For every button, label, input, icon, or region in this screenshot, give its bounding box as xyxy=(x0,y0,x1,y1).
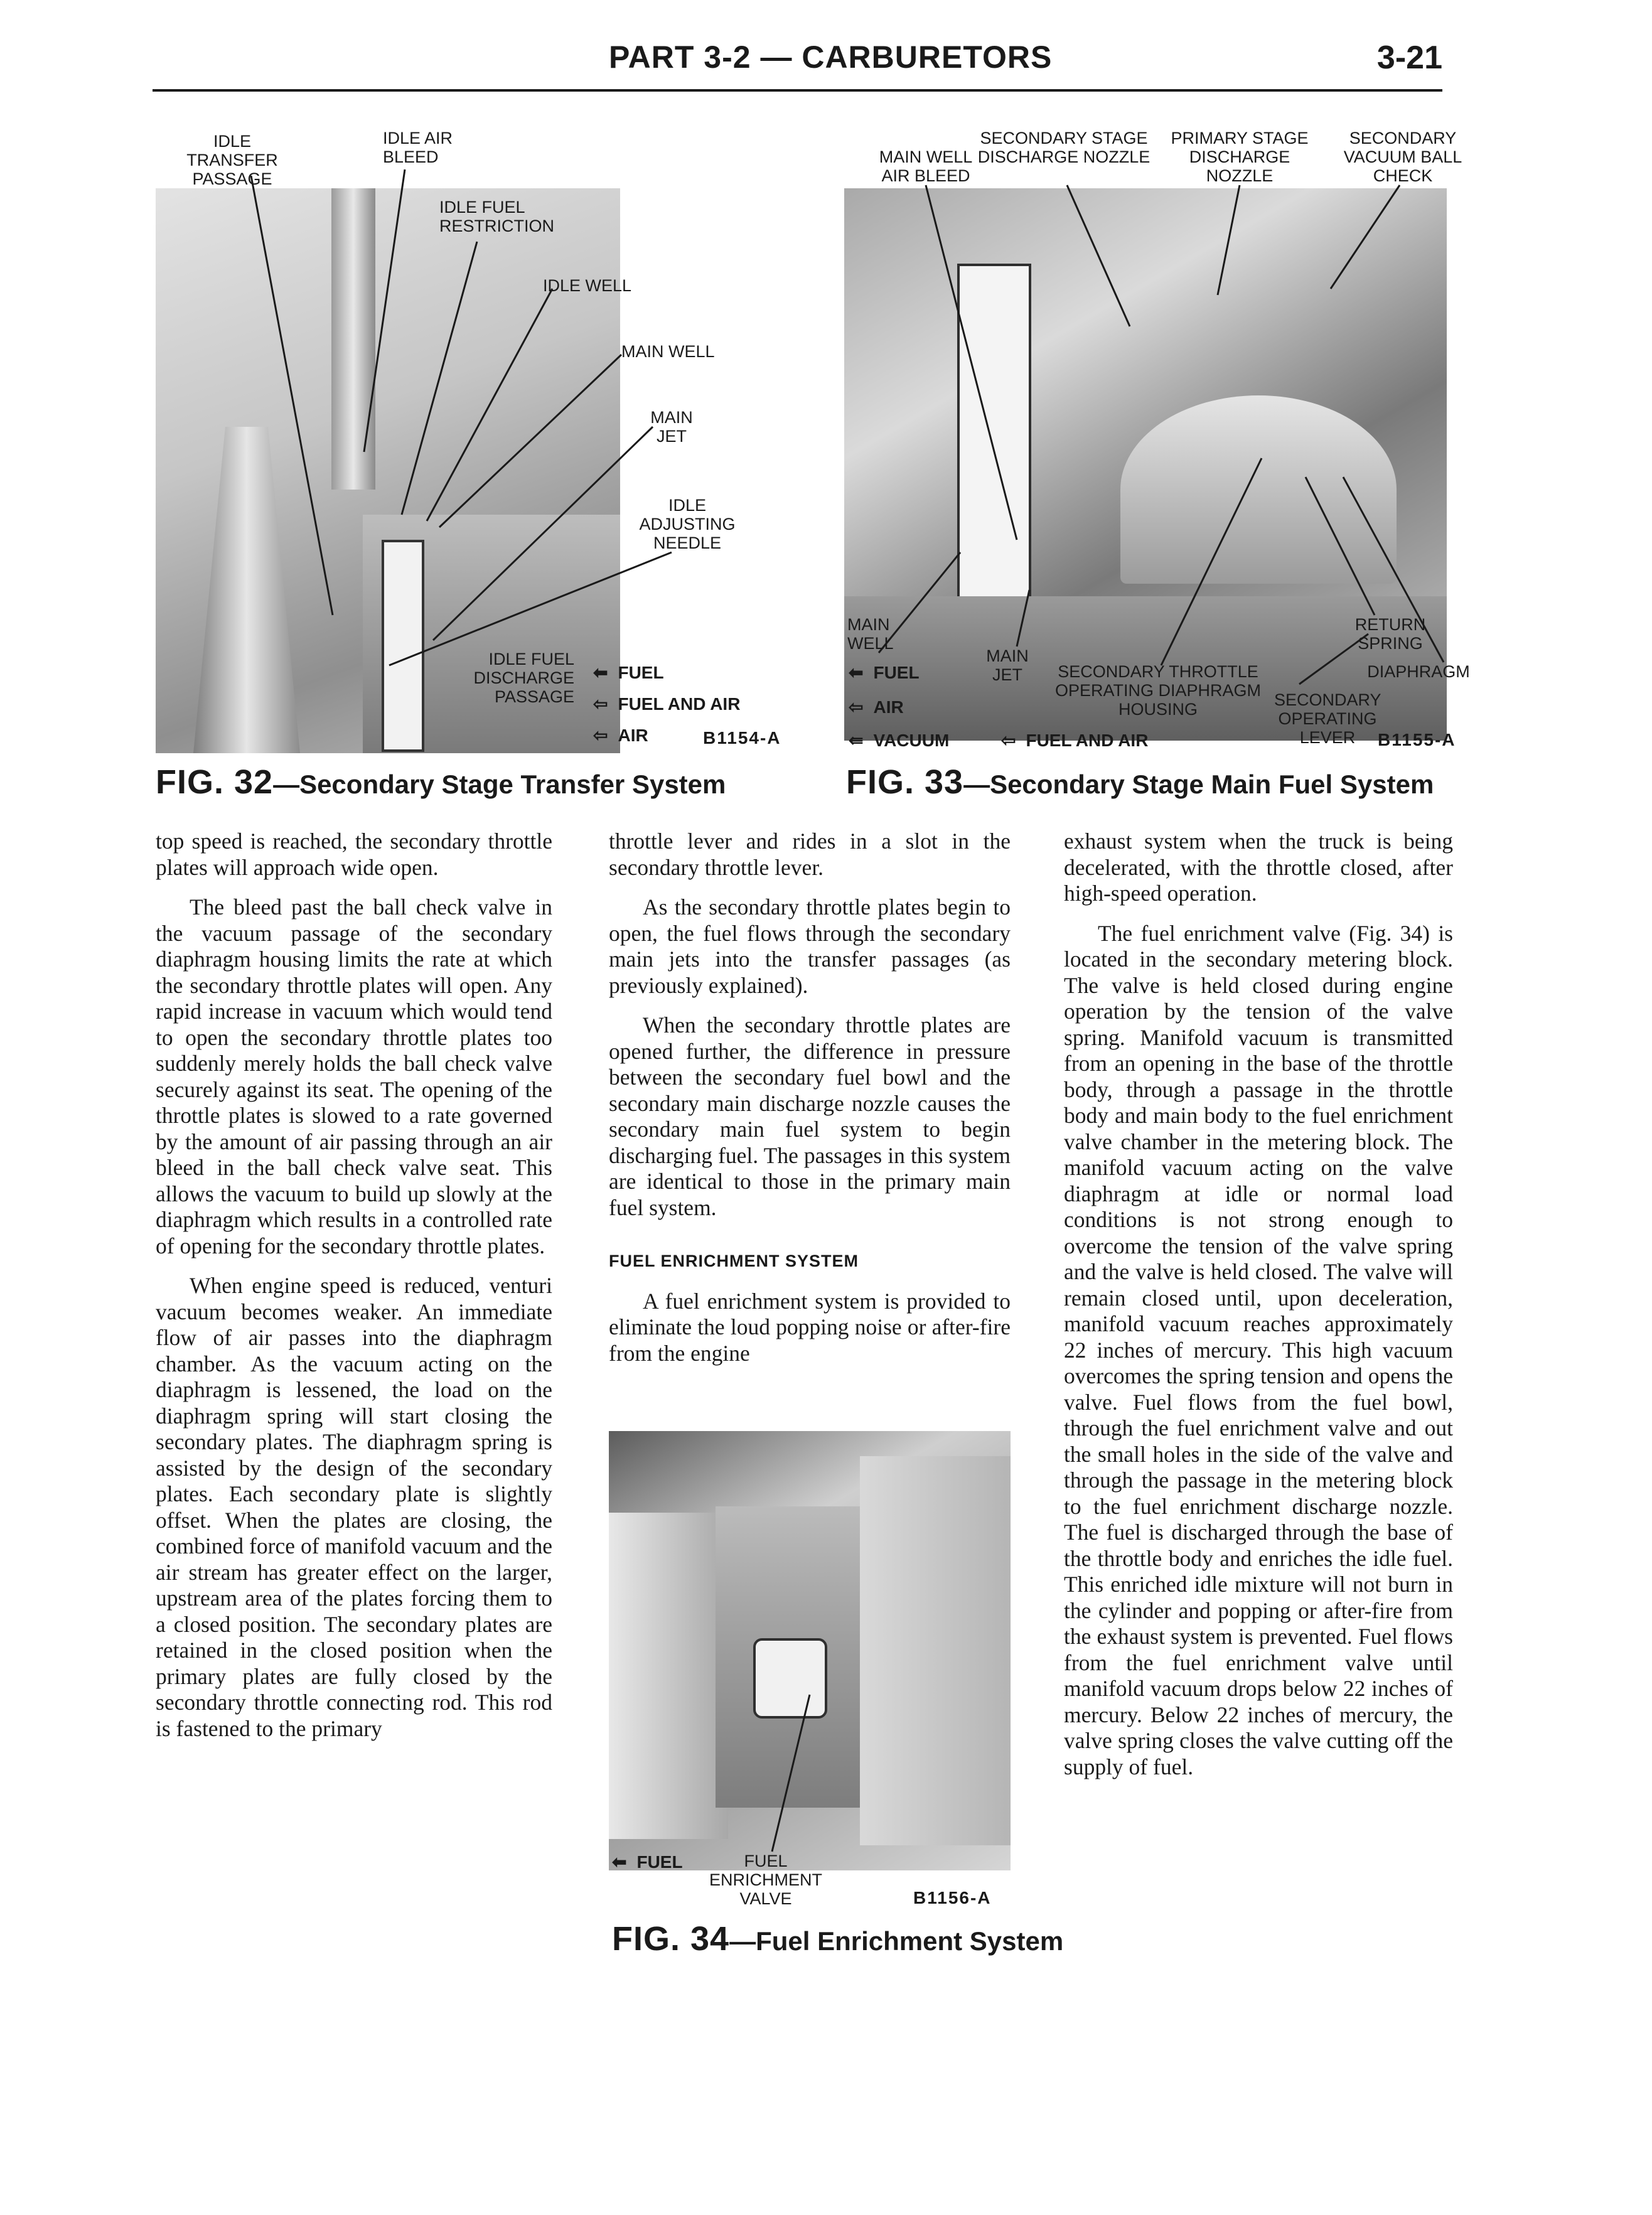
legend-label: FUEL xyxy=(636,1852,683,1872)
fuel-and-air-arrow-icon: ⇦ xyxy=(1001,731,1016,750)
paragraph: When the secondary throttle plates are opened further, the difference in pressure between the secondary fuel bowl and the secondary main discharge nozzle causes the secondary main fuel system to begin discharging fuel. The passages in this system are identical to those in the primary main fuel system. xyxy=(609,1012,1011,1220)
fig33-label-secondary-operating-lever: SECONDARY OPERATING LEVER xyxy=(1274,690,1381,747)
leader-line xyxy=(364,169,405,452)
fuel-arrow-icon: ⬅ xyxy=(849,663,864,682)
leader-line xyxy=(1331,185,1400,289)
air-arrow-icon: ⇦ xyxy=(593,726,608,745)
vacuum-arrow-icon: ⇚ xyxy=(849,731,864,750)
leader-line xyxy=(1299,634,1368,684)
leader-line xyxy=(1067,185,1130,326)
fig33-label-secondary-vacuum-ball-check: SECONDARY VACUUM BALL CHECK xyxy=(1343,129,1462,185)
fig34-code: B1156-A xyxy=(913,1888,992,1907)
leader-line xyxy=(389,552,672,665)
leader-line xyxy=(251,176,333,615)
paragraph: The bleed past the ball check valve in the vacuum passage of the secondary diaphragm housing limits the rate at which the secondary throttle plates will open. Any rapid increase in vacuum which would tend to open the secondary throttle plates too suddenly merely holds the ball check valve securely against its seat. The opening of the throttle plates is slowed to a rate governed by the amount of air passing through an air bleed in the ball check valve seat. This allows the vacuum to build up slowly at the diaphragm which results in a controlled rate of opening for the secondary throttle plates. xyxy=(156,894,552,1258)
fig33-caption-number: FIG. 33 xyxy=(846,763,964,801)
leader-line xyxy=(1017,590,1029,646)
fig33-label-secondary-stage-discharge-nozzle: SECONDARY STAGE DISCHARGE NOZZLE xyxy=(977,129,1150,166)
fig32-caption-number: FIG. 32 xyxy=(156,763,274,801)
fig33-code: B1155-A xyxy=(1378,730,1456,749)
leader-line xyxy=(1343,477,1444,662)
fig33-label-main-well: MAIN WELL xyxy=(847,615,894,653)
page-number: 3-21 xyxy=(1376,40,1442,76)
paragraph: As the secondary throttle plates begin to open, the fuel flows through the secondary main jets into the transfer passages (as previously explained). xyxy=(609,894,1011,998)
fig32-label-idle-air-bleed: IDLE AIR BLEED xyxy=(383,129,453,166)
legend-label: FUEL xyxy=(873,662,920,682)
leader-line xyxy=(879,552,960,653)
paragraph: When engine speed is reduced, venturi vacuum becomes weaker. An immediate flow of air passes into the diaphragm chamber. As the vacuum acting on the diaphragm is lessened, the load on the diaphragm spring will start closing the secondary plates. The diaphragm spring is assisted by the design of the secondary plates. Each secondary plate is slightly offset. When the plates are closing, the combined force of manifold vacuum and the air stream has greater effect on the larger, upstream area of the plates forcing them to a closed position. The secondary plates are retained in the closed position when the primary plates are fully closed by the secondary throttle connecting rod. This rod is fastened to the primary xyxy=(156,1273,552,1741)
leader-line xyxy=(439,355,621,527)
fig33-label-diaphragm: DIAPHRAGM xyxy=(1367,662,1470,681)
fig33-label-main-well-air-bleed: MAIN WELL AIR BLEED xyxy=(879,147,973,185)
fig32-label-idle-fuel-restriction: IDLE FUEL RESTRICTION xyxy=(439,198,555,235)
fig32-caption-text: —Secondary Stage Transfer System xyxy=(273,770,726,799)
fig34-label-fuel-enrichment-valve: FUEL ENRICHMENT VALVE xyxy=(709,1852,822,1908)
legend-label: AIR xyxy=(873,697,904,717)
leader-line xyxy=(427,289,552,521)
fig32-label-idle-adjusting-needle: IDLE ADJUSTING NEEDLE xyxy=(639,496,736,552)
section-heading: FUEL ENRICHMENT SYSTEM xyxy=(609,1252,859,1270)
paragraph: The fuel enrichment valve (Fig. 34) is located in the secondary metering block. The valve is held closed during engine operation by the tension of the valve spring. Manifold vacuum is transmitted from an opening in the base of the throttle body, through a passage in the throttle body and main body to the fuel enrichment valve chamber in the metering block. The manifold vacuum acting on the valve diaphragm at idle or normal load conditions is not strong enough to overcome the tension of the valve spring and the valve is held closed. The valve will remain closed until, upon deceleration, manifold vacuum reaches approximately 22 inches of mercury. This high vacuum overcomes the spring tension and opens the valve. Fuel flows from the fuel bowl, through the fuel enrichment valve and out the small holes in the side of the valve and through the passage in the metering block to the fuel enrichment discharge nozzle. The fuel is discharged through the base of the throttle body and enriches the idle fuel. This enriched idle mixture will not burn in the cylinder and popping or after-fire from the exhaust system is prevented. Fuel flows from the fuel enrichment valve until manifold vacuum drops below 22 inches of mercury. Below 22 inches of mercury, the valve spring closes the valve cutting off the supply of fuel. xyxy=(1064,920,1453,1779)
leader-line xyxy=(433,427,653,640)
fig32-code: B1154-A xyxy=(703,728,781,748)
paragraph: throttle lever and rides in a slot in the secondary throttle lever. xyxy=(609,829,1011,880)
legend-label: FUEL AND AIR xyxy=(1026,730,1149,750)
paragraph: top speed is reached, the secondary throttle plates will approach wide open. xyxy=(156,829,552,880)
page-header-title: PART 3-2 — CARBURETORS xyxy=(609,40,1053,75)
leader-line xyxy=(1218,185,1240,295)
fig33-label-main-jet: MAIN JET xyxy=(986,646,1029,684)
leader-line xyxy=(926,185,1017,540)
leader-line xyxy=(402,242,477,515)
fig32-label-main-jet: MAIN JET xyxy=(650,408,693,446)
leader-line xyxy=(1161,458,1262,665)
fuel-arrow-icon: ⬅ xyxy=(612,1852,627,1872)
fuel-and-air-arrow-icon: ⇦ xyxy=(593,694,608,714)
fig32-label-idle-well: IDLE WELL xyxy=(543,276,632,295)
leader-line xyxy=(772,1695,810,1852)
legend-label: AIR xyxy=(618,725,648,745)
paragraph: A fuel enrichment system is provided to eliminate the loud popping noise or after-fire from the engine xyxy=(609,1288,1011,1366)
fig33-caption-text: —Secondary Stage Main Fuel System xyxy=(963,770,1434,799)
fig33-label-secondary-throttle-operating-diaphragm-housing: SECONDARY THROTTLE OPERATING DIAPHRAGM HOUSING xyxy=(1054,662,1262,719)
paragraph: exhaust system when the truck is being decelerated, with the throttle closed, after high-speed operation. xyxy=(1064,829,1453,906)
legend-label: FUEL AND AIR xyxy=(618,694,741,714)
legend-label: FUEL xyxy=(618,662,664,682)
air-arrow-icon: ⇦ xyxy=(849,697,864,717)
text-column-2 xyxy=(609,829,1011,1380)
fig33-label-return-spring: RETURN SPRING xyxy=(1354,615,1426,653)
fig32-label-main-well: MAIN WELL xyxy=(621,342,715,361)
text-column-1 xyxy=(156,829,552,1756)
fig33-label-primary-stage-discharge-nozzle: PRIMARY STAGE DISCHARGE NOZZLE xyxy=(1171,129,1309,185)
fig34-caption-text: —Fuel Enrichment System xyxy=(729,1926,1064,1956)
fuel-arrow-icon: ⬅ xyxy=(593,663,608,682)
leader-line xyxy=(1306,477,1375,615)
text-column-3 xyxy=(1064,829,1453,1794)
fig32-label-idle-transfer-passage: IDLE TRANSFER PASSAGE xyxy=(186,132,278,188)
legend-label: VACUUM xyxy=(873,730,950,750)
fig34-caption-number: FIG. 34 xyxy=(612,1920,730,1958)
fig32-label-idle-fuel-discharge-passage: IDLE FUEL DISCHARGE PASSAGE xyxy=(473,650,574,706)
